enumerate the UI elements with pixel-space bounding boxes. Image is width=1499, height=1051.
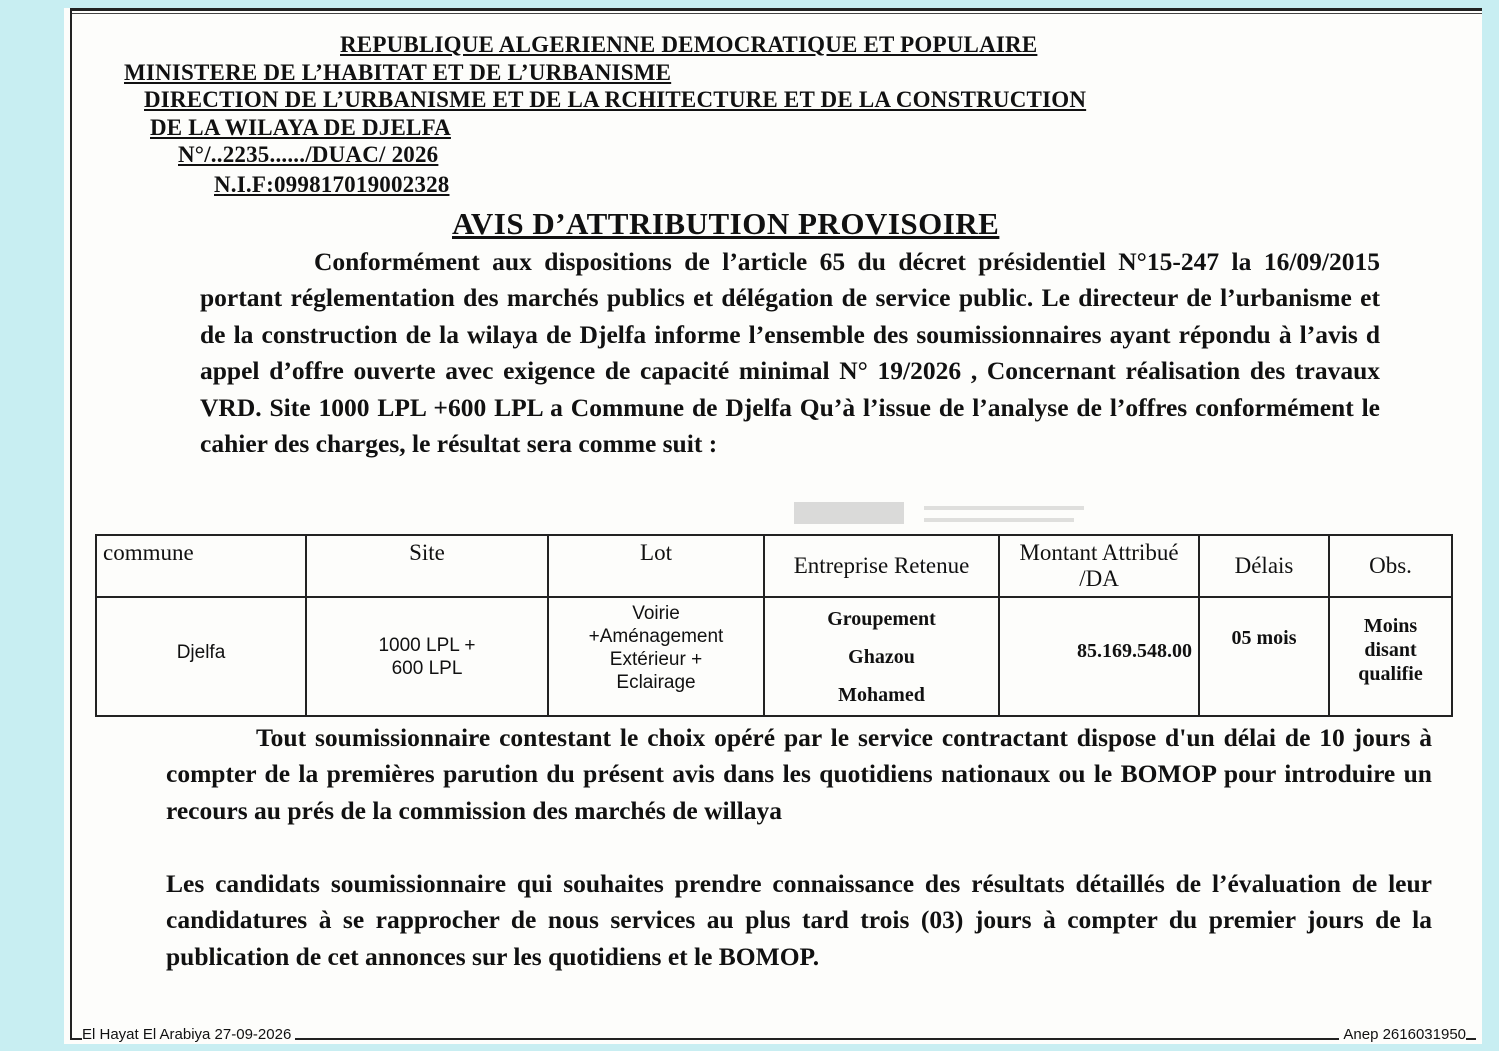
header-ministry: MINISTERE DE L’HABITAT ET DE L’URBANISME [124, 60, 672, 85]
header-site: Site [306, 535, 548, 597]
cell-commune: Djelfa [96, 597, 306, 716]
lot-line-2: +Aménagement [588, 626, 724, 647]
cell-entreprise [764, 597, 999, 716]
entreprise-line-3: Mohamed [838, 683, 925, 706]
header-wilaya: DE LA WILAYA DE DJELFA [150, 115, 451, 140]
cell-obs [1329, 597, 1452, 716]
obs-line-3: qualifie [1358, 662, 1423, 685]
newspaper-clipping [64, 8, 1482, 1044]
results-table [95, 534, 1453, 717]
obs-line-1: Moins [1363, 614, 1418, 637]
left-rule [70, 8, 72, 1038]
header-delais: Délais [1199, 535, 1329, 597]
entreprise-line-1: Groupement [827, 607, 936, 630]
table-header-row [96, 535, 1452, 597]
cell-lot [548, 597, 764, 716]
lot-line-3: Extérieur + [609, 649, 703, 670]
recours-paragraph: Tout soumissionnaire contestant le choix opéré par le service contractant dispose d'un délai de 10 jours à compter de la premières parution du présent avis dans les quotidiens nationaux ou le BOMOP pour introduire un recours au prés de la commission des marchés de willaya [166, 723, 1432, 825]
cell-montant: 85.169.548.00 [999, 597, 1199, 716]
lot-line-1: Voirie [632, 603, 680, 624]
obs-line-2: disant [1364, 638, 1417, 661]
nif-number: N.I.F:099817019002328 [214, 172, 450, 197]
header-commune: commune [96, 535, 306, 597]
table-row [96, 597, 1452, 716]
consultation-paragraph: Les candidats soumissionnaire qui souhaites prendre connaissance des résultats détaillés de l’évaluation de leur candidatures à se rapprocher de nous services au plus tard trois (03) jours à compter du premier jours de la publication de cet annonces sur les quotidiens et le BOMOP. [166, 869, 1432, 971]
top-rule [70, 8, 1482, 11]
header-montant: Montant Attribué /DA [999, 535, 1199, 597]
reference-number: N°/..2235....../DUAC/ 2026 [178, 142, 439, 167]
site-line-1: 1000 LPL + [378, 634, 476, 656]
newspaper-name-date: El Hayat El Arabiya 27-09-2026 [82, 1026, 295, 1043]
site-line-2: 600 LPL [391, 657, 463, 679]
cell-delais: 05 mois [1199, 597, 1329, 716]
top-rule-thin [70, 13, 1482, 14]
notice-title: AVIS D’ATTRIBUTION PROVISOIRE [452, 206, 1000, 241]
entreprise-line-2: Ghazou [848, 645, 915, 668]
anep-reference: Anep 2616031950 [1339, 1026, 1466, 1043]
header-obs: Obs. [1329, 535, 1452, 597]
header-republic: REPUBLIQUE ALGERIENNE DEMOCRATIQUE ET POPULAIRE [340, 32, 1038, 57]
cell-site [306, 597, 548, 716]
header-direction: DIRECTION DE L’URBANISME ET DE LA RCHITECTURE ET DE LA CONSTRUCTION [144, 87, 1087, 112]
header-entreprise: Entreprise Retenue [764, 535, 999, 597]
intro-paragraph: Conformément aux dispositions de l’article 65 du décret présidentiel N°15-247 la 16/09/2015 portant réglementation des marchés publics et délégation de service public. Le directeur de l’urbanisme et de la construction de la wilaya de Djelfa informe l’ensemble des soumissionnaires ayant répondu à l’avis d appel d’offre ouverte avec exigence de capacité minimal N° 19/2026 , Concernant réalisation des travaux VRD. Site 1000 LPL +600 LPL a Commune de Djelfa Qu’à l’issue de l’analyse de l’offres conformément le cahier des charges, le résultat sera comme suit : [200, 247, 1380, 459]
lot-line-4: Eclairage [616, 672, 696, 693]
header-lot: Lot [548, 535, 764, 597]
stamp-mark [794, 496, 1094, 534]
